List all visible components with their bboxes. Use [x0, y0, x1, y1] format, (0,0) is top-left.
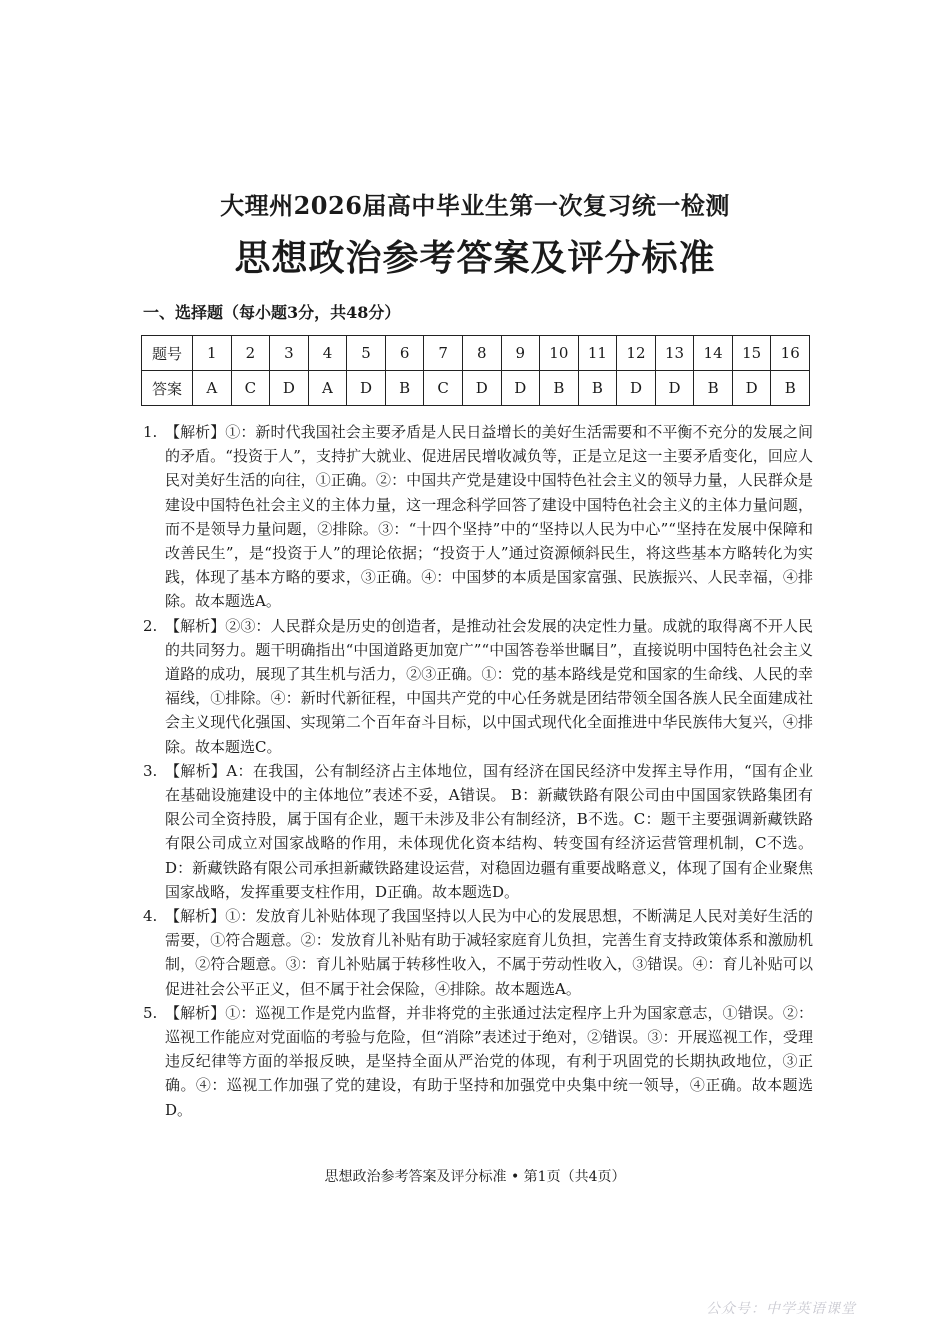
answer-cell: D [732, 371, 771, 406]
item-text: 【解析】①：新时代我国社会主要矛盾是人民日益增长的美好生活需要和不平衡不充分的发展之间的矛盾。“投资于人”，支持扩大就业、促进居民增收减负等，正是立足这一主要矛盾变化，回应人民对美好生活的向往，①正确。②：中国共产党是建设中国特色社会主义的领导力量，人民群众是建设中国特色社会主义的主体力量，这一理念科学回答了建设中国特色社会主义的主体力量问题，而不是领导力量问题，②排除。③：“十四个坚持”中的“坚持以人民为中心”“坚持在发展中保障和改善民生”，是“投资于人”的理论依据；“投资于人”通过资源倾斜民生，将这些基本方略转化为实践，体现了基本方略的要求，③正确。④：中国梦的本质是国家富强、民族振兴、人民幸福，④排除。故本题选A。 [165, 423, 813, 611]
answer-cell: D [270, 371, 309, 406]
question-number-cell: 4 [308, 336, 347, 371]
answer-cell: D [655, 371, 694, 406]
item-number: 2. [143, 616, 158, 635]
answer-cell: B [694, 371, 733, 406]
answer-cell: D [501, 371, 540, 406]
question-number-cell: 16 [771, 336, 810, 371]
question-number-cell: 14 [694, 336, 733, 371]
explanations [143, 420, 813, 1122]
question-number-cell: 12 [617, 336, 656, 371]
question-number-cell: 7 [424, 336, 463, 371]
exam-title: 大理州2026届高中毕业生第一次复习统一检测 [220, 191, 730, 220]
answer-cell: D [347, 371, 386, 406]
answer-cell: C [424, 371, 463, 406]
row-label-answer: 答案 [142, 371, 193, 406]
question-number-cell: 9 [501, 336, 540, 371]
item-number: 5. [143, 1003, 158, 1022]
answer-cell: D [617, 371, 656, 406]
answer-cell: C [231, 371, 270, 406]
explanation-item [143, 420, 813, 614]
answer-cell: A [193, 371, 232, 406]
answer-cell: B [540, 371, 579, 406]
answer-row [142, 371, 810, 406]
watermark: 公众号：中学英语课堂 [706, 1301, 856, 1317]
question-number-cell: 6 [385, 336, 424, 371]
question-number-cell: 2 [231, 336, 270, 371]
explanation-item [143, 759, 813, 904]
question-number-cell: 1 [193, 336, 232, 371]
section-heading: 一、选择题（每小题3分，共48分） [143, 303, 401, 322]
answer-cell: D [462, 371, 501, 406]
question-number-cell: 13 [655, 336, 694, 371]
item-text: 【解析】①：巡视工作是党内监督，并非将党的主张通过法定程序上升为国家意志，①错误。②：巡视工作能应对党面临的考验与危险，但“消除”表述过于绝对，②错误。③：开展巡视工作，受理违反纪律等方面的举报反映，是坚持全面从严治党的体现，有利于巩固党的长期执政地位，③正确。④：巡视工作加强了党的建设，有助于坚持和加强党中央集中统一领导，④正确。故本题选D。 [165, 1003, 813, 1119]
item-text: 【解析】②③：人民群众是历史的创造者，是推动社会发展的决定性力量。成就的取得离不开人民的共同努力。题干明确指出“中国道路更加宽广”“中国答卷举世瞩目”，直接说明中国特色社会主义道路的成功，展现了其生机与活力，②③正确。①：党的基本路线是党和国家的生命线、人民的幸福线，①排除。④：新时代新征程，中国共产党的中心任务就是团结带领全国各族人民全面建成社会主义现代化强国、实现第二个百年奋斗目标，以中国式现代化全面推进中华民族伟大复兴，④排除。故本题选C。 [165, 616, 813, 756]
item-number: 3. [143, 761, 158, 780]
page-footer: 思想政治参考答案及评分标准 • 第1页（共4页） [324, 1169, 626, 1185]
row-label-number: 题号 [142, 336, 193, 371]
answer-cell: B [385, 371, 424, 406]
answer-cell: B [771, 371, 810, 406]
item-text: 【解析】①：发放育儿补贴体现了我国坚持以人民为中心的发展思想，不断满足人民对美好生活的需要，①符合题意。②：发放育儿补贴有助于减轻家庭育儿负担，完善生育支持政策体系和激励机制，②符合题意。③：育儿补贴属于转移性收入，不属于劳动性收入，③错误。④：育儿补贴可以促进社会公平正义，但不属于社会保险，④排除。故本题选A。 [165, 907, 813, 998]
question-number-cell: 5 [347, 336, 386, 371]
question-number-cell: 15 [732, 336, 771, 371]
answer-table [141, 335, 810, 406]
answer-cell: B [578, 371, 617, 406]
question-number-cell: 10 [540, 336, 579, 371]
question-number-cell: 11 [578, 336, 617, 371]
item-number: 4. [143, 907, 158, 926]
document-title: 思想政治参考答案及评分标准 [234, 237, 716, 279]
item-number: 1. [143, 423, 158, 441]
question-number-row [142, 336, 810, 371]
answer-cell: A [308, 371, 347, 406]
explanation-item [143, 614, 813, 759]
question-number-cell: 3 [270, 336, 309, 371]
explanation-item [143, 904, 813, 1001]
explanation-item [143, 1001, 813, 1122]
question-number-cell: 8 [462, 336, 501, 371]
item-text: 【解析】A：在我国，公有制经济占主体地位，国有经济在国民经济中发挥主导作用，“国有企业在基础设施建设中的主体地位”表述不妥，A错误。 B：新藏铁路有限公司由中国国家铁路集团有限公司全资持股，属于国有企业，题干未涉及非公有制经济，B不选。C：题干主要强调新藏铁路有限公司成立对国家战略的作用，未体现优化资本结构、转变国有经济运营管理机制，C不选。 D：新藏铁路有限公司承担新藏铁路建设运营，对稳固边疆有重要战略意义，体现了国有企业聚焦国家战略，发挥重要支柱作用，D正确。故本题选D。 [165, 761, 813, 901]
